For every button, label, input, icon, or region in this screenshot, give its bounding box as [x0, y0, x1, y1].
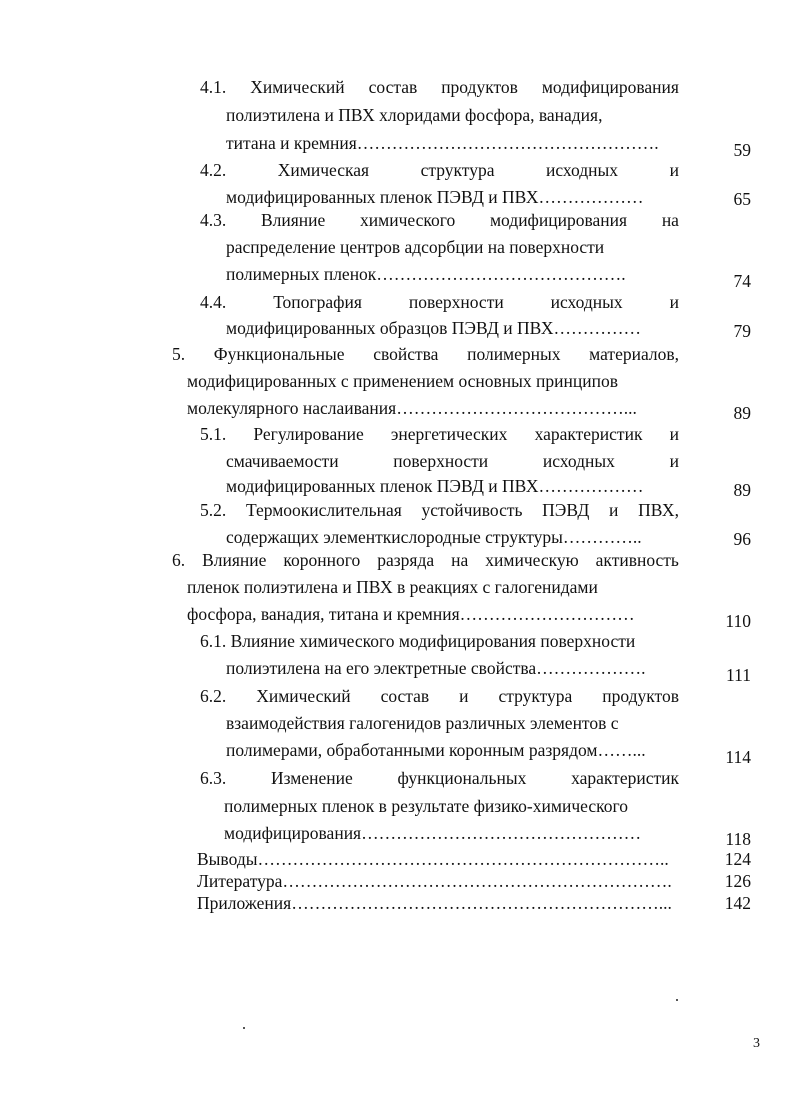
toc-5-2-page: 96	[733, 529, 751, 549]
word: 5.1.	[200, 424, 227, 444]
word: 4.1.	[200, 77, 227, 97]
toc-5-line-3: молекулярного наслаивания…………………………………...	[187, 398, 637, 418]
toc-4-2-line-2: модифицированных пленок ПЭВД и ПВХ………………	[226, 187, 644, 207]
word: 6.3.	[200, 768, 227, 788]
word: 4.3.	[200, 210, 227, 230]
word: Химическая	[277, 160, 370, 180]
word: Изменение	[270, 768, 353, 788]
toc-4-3-line-1	[200, 209, 679, 231]
word: энергетических	[390, 424, 508, 444]
toc-5-1-page: 89	[733, 480, 751, 500]
word: смачиваемости	[226, 451, 339, 471]
toc-5-1-line-2	[226, 450, 679, 472]
word: структура	[498, 686, 573, 706]
word: коронного	[283, 550, 361, 570]
word: Химический	[250, 77, 345, 97]
word: химического	[360, 210, 456, 230]
toc-6-1-line-2: полиэтилена на его электретные свойства……………….	[226, 658, 646, 678]
word: на	[661, 210, 679, 230]
toc-5-line-2: модифицированных с применением основных принципов	[187, 371, 619, 391]
word: свойства	[373, 344, 439, 364]
toc-6-3-line-1	[200, 767, 679, 789]
word: ПЭВД	[542, 500, 590, 520]
scan-speck	[676, 999, 678, 1001]
toc-6-3-line-3: модифицирования…………………………………………	[224, 823, 642, 843]
word: Топография	[273, 292, 362, 312]
word: полимерных	[467, 344, 561, 364]
word: исходных	[546, 160, 619, 180]
toc-literature-page: 126	[724, 871, 751, 891]
word: 4.4.	[200, 292, 227, 312]
word: 6.	[172, 550, 186, 570]
word: и	[609, 500, 619, 520]
toc-4-2-line-1	[200, 159, 679, 181]
toc-4-3-page: 74	[733, 271, 751, 291]
word: и	[459, 686, 469, 706]
toc-4-1-line-1	[200, 76, 679, 98]
word: состав	[380, 686, 430, 706]
word: исходных	[550, 292, 623, 312]
toc-6-1-page: 111	[726, 665, 751, 685]
word: характеристик	[571, 768, 679, 788]
word: Влияние	[202, 550, 267, 570]
word: поверхности	[393, 451, 489, 471]
toc-4-3-line-3: полимерных пленок…………………………………….	[226, 264, 626, 284]
toc-4-2-page: 65	[733, 189, 751, 209]
word: разряда	[377, 550, 435, 570]
toc-6-1-line-1: 6.1. Влияние химического модифицирования поверхности	[200, 631, 636, 651]
word: исходных	[542, 451, 615, 471]
toc-5-page: 89	[733, 403, 751, 423]
toc-conclusions: Выводы……………………………………………………………..	[197, 849, 669, 869]
toc-5-1-line-1	[200, 423, 679, 445]
toc-4-3-line-2: распределение центров адсорбции на поверхности	[226, 237, 605, 257]
toc-6-3-line-2: полимерных пленок в результате физико-химического	[224, 796, 628, 816]
word: модифицирования	[541, 77, 679, 97]
toc-appendix-page: 142	[724, 893, 751, 913]
word: и	[669, 451, 679, 471]
toc-4-4-line-1	[200, 291, 679, 313]
word: устойчивость	[421, 500, 523, 520]
toc-6-3-page: 118	[725, 829, 751, 849]
word: Функциональные	[213, 344, 345, 364]
word: модифицирования	[489, 210, 628, 230]
word: Термоокислительная	[245, 500, 402, 520]
toc-6-line-2: пленок полиэтилена и ПВХ в реакциях с галогенидами	[187, 577, 598, 597]
toc-6-line-1	[172, 549, 679, 571]
word: 6.2.	[200, 686, 227, 706]
word: химическую	[485, 550, 579, 570]
word: Химический	[256, 686, 351, 706]
word: активность	[595, 550, 679, 570]
toc-6-2-line-3: полимерами, обработанными коронным разрядом……...	[226, 740, 646, 760]
toc-4-1-line-2: полиэтилена и ПВХ хлоридами фосфора, ванадия,	[226, 105, 603, 125]
word: и	[669, 160, 679, 180]
word: структура	[420, 160, 495, 180]
word: 4.2.	[200, 160, 227, 180]
toc-appendix: Приложения………………………………………………………...	[197, 893, 672, 913]
word: характеристик	[534, 424, 643, 444]
toc-6-2-line-2: взаимодействия галогенидов различных элементов с	[226, 713, 619, 733]
word: продуктов	[602, 686, 679, 706]
word: Влияние	[260, 210, 326, 230]
toc-conclusions-page: 124	[724, 849, 751, 869]
page-number: 3	[753, 1036, 760, 1051]
toc-4-1-line-3: титана и кремния…………………………………………….	[226, 133, 659, 153]
word: и	[669, 424, 679, 444]
toc-6-page: 110	[725, 611, 751, 631]
toc-6-2-line-1	[200, 685, 679, 707]
word: состав	[368, 77, 418, 97]
word: 5.	[172, 344, 186, 364]
toc-6-2-page: 114	[725, 747, 751, 767]
word: ПВХ,	[638, 500, 679, 520]
toc-5-2-line-2: содержащих элементкислородные структуры…………..	[226, 527, 642, 547]
toc-4-4-page: 79	[733, 321, 751, 341]
scan-speck	[243, 1027, 245, 1029]
word: поверхности	[408, 292, 504, 312]
word: функциональных	[397, 768, 527, 788]
toc-4-4-line-2: модифицированных образцов ПЭВД и ПВХ……………	[226, 318, 642, 338]
toc-literature: Литература………………………………………………………….	[197, 871, 672, 891]
toc-5-2-line-1	[200, 499, 679, 521]
toc-5-line-1	[172, 343, 679, 365]
word: продуктов	[441, 77, 518, 97]
word: материалов,	[589, 344, 679, 364]
toc-5-1-line-3: модифицированных пленок ПЭВД и ПВХ………………	[226, 476, 644, 496]
word: Регулирование	[253, 424, 364, 444]
word: 5.2.	[200, 500, 227, 520]
word: на	[451, 550, 469, 570]
word: и	[669, 292, 679, 312]
toc-6-line-3: фосфора, ванадия, титана и кремния…………………………	[187, 604, 635, 624]
toc-4-1-page: 59	[733, 140, 751, 160]
